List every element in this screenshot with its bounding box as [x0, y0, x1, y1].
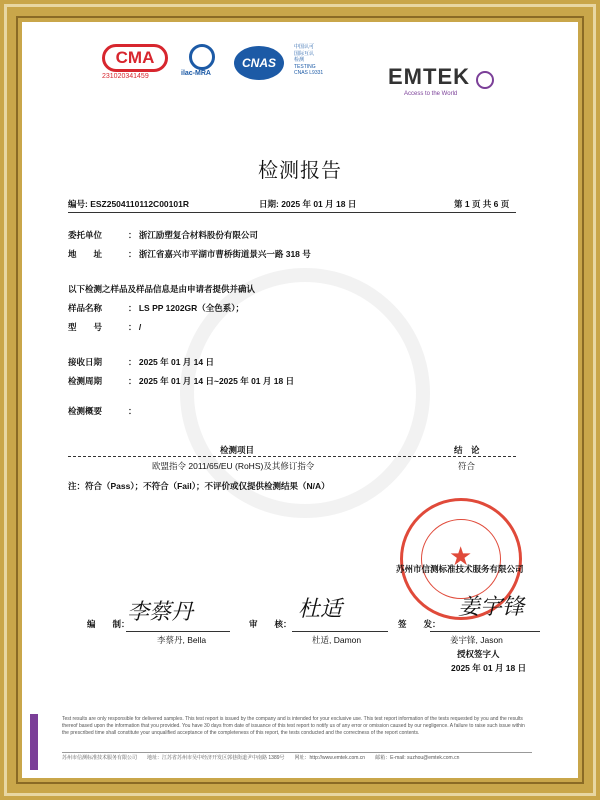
emtek-check-icon [476, 71, 494, 89]
client-label: 委托单位 [68, 230, 103, 240]
reviewer-signature: 杜适 [298, 597, 343, 622]
received-date-label: 接收日期 [68, 357, 103, 367]
legend-note: 注：符合（Pass）；不符合（Fail）；不评价或仅提供检测结果（N/A） [68, 481, 330, 491]
confirm-note: 以下检测之样品及样品信息是由申请者提供并确认 [68, 284, 256, 294]
sign-date: 2025 年 01 月 18 日 [451, 663, 527, 673]
header-divider [68, 212, 516, 213]
model-label: 型 号 [68, 322, 103, 332]
emtek-logo: EMTEK Access to the World [388, 64, 528, 104]
sample-name-value: ： LS PP 1202GR（全色系）； [128, 303, 245, 313]
report-page [30, 30, 570, 770]
ilac-mra-logo: ilac-MRA [181, 44, 225, 84]
editor-sign-line [126, 631, 230, 632]
footer-address: 苏州市信测标准技术服务有限公司 地址：江苏省苏州市吴中经济开发区郭巷街道尹中南路 1389号 网址：http://www.emtek.com.cn 邮箱：E-mail: suzhou@emtek.com.cn [62, 755, 460, 761]
results-row-result: 符合 [458, 461, 476, 471]
stamp-star-icon: ★ [449, 541, 473, 571]
address-label: 地 址 [68, 249, 103, 259]
reviewer-label: 审 核： [249, 619, 292, 629]
address-value: ： 浙江省嘉兴市平湖市曹桥街道景兴一路 318 号 [128, 249, 311, 259]
results-col-result: 结 论 [454, 445, 480, 455]
footer-divider [62, 752, 532, 753]
client-value: ： 浙江励塑复合材料股份有限公司 [128, 230, 258, 240]
results-divider [68, 456, 516, 457]
overview-value: ： [128, 406, 137, 416]
signer-name: 姜宇锋, Jason [450, 635, 503, 645]
results-row-item: 欧盟指令 2011/65/EU (RoHS)及其修订指令 [152, 461, 315, 471]
signer-signature: 姜宇锋 [458, 595, 525, 620]
reviewer-sign-line [292, 631, 388, 632]
test-period-value: ： 2025 年 01 月 14 日~2025 年 01 月 18 日 [128, 376, 295, 386]
cma-number: 231020341459 [102, 73, 149, 80]
report-date: 日期: 2025 年 01 月 18 日 [259, 199, 357, 209]
sample-name-label: 样品名称 [68, 303, 103, 313]
page-title: 检测报告 [258, 158, 342, 182]
editor-signature: 李蔡丹 [127, 600, 194, 625]
results-col-item: 检测项目 [220, 445, 255, 455]
model-value: ： / [128, 322, 142, 332]
received-date-value: ： 2025 年 01 月 14 日 [128, 357, 214, 367]
page-count: 第 1 页 共 6 页 [454, 199, 510, 209]
signer-role: 授权签字人 [457, 649, 500, 659]
cnas-caption: 中国认可 国际互认 检测 TESTING CNAS L9331 [294, 44, 324, 76]
footer-accent-bar [30, 714, 38, 770]
overview-label: 检测概要 [68, 406, 103, 416]
reviewer-name: 杜适, Damon [312, 635, 362, 645]
company-name: 苏州市信测标准技术服务有限公司 [396, 564, 524, 574]
report-number: 编号: ESZ2504110112C00101R [68, 199, 189, 209]
footer-disclaimer: Test results are only responsible for delivered samples. This test report is issued by the company and is intended for your exclusive use. This test report information of the tests requested by you and the results thereof based upon the information that you provided. You have 30 days from date of issuance of this test report to notify us of any error or omission caused by our negligence. A failure to raise such issue within the prescribed time shall constitute your unqualified acceptance of the completeness of this report, the tests conducted and the correctness of the report contents. [62, 716, 525, 736]
signer-sign-line [430, 631, 540, 632]
cma-logo: CMA 231020341459 [102, 44, 174, 80]
signer-label: 签 发： [398, 619, 441, 629]
test-period-label: 检测周期 [68, 376, 103, 386]
editor-name: 李蔡丹, Bella [157, 635, 207, 645]
editor-label: 编 制： [87, 619, 130, 629]
cnas-logo: CNAS [234, 46, 290, 82]
